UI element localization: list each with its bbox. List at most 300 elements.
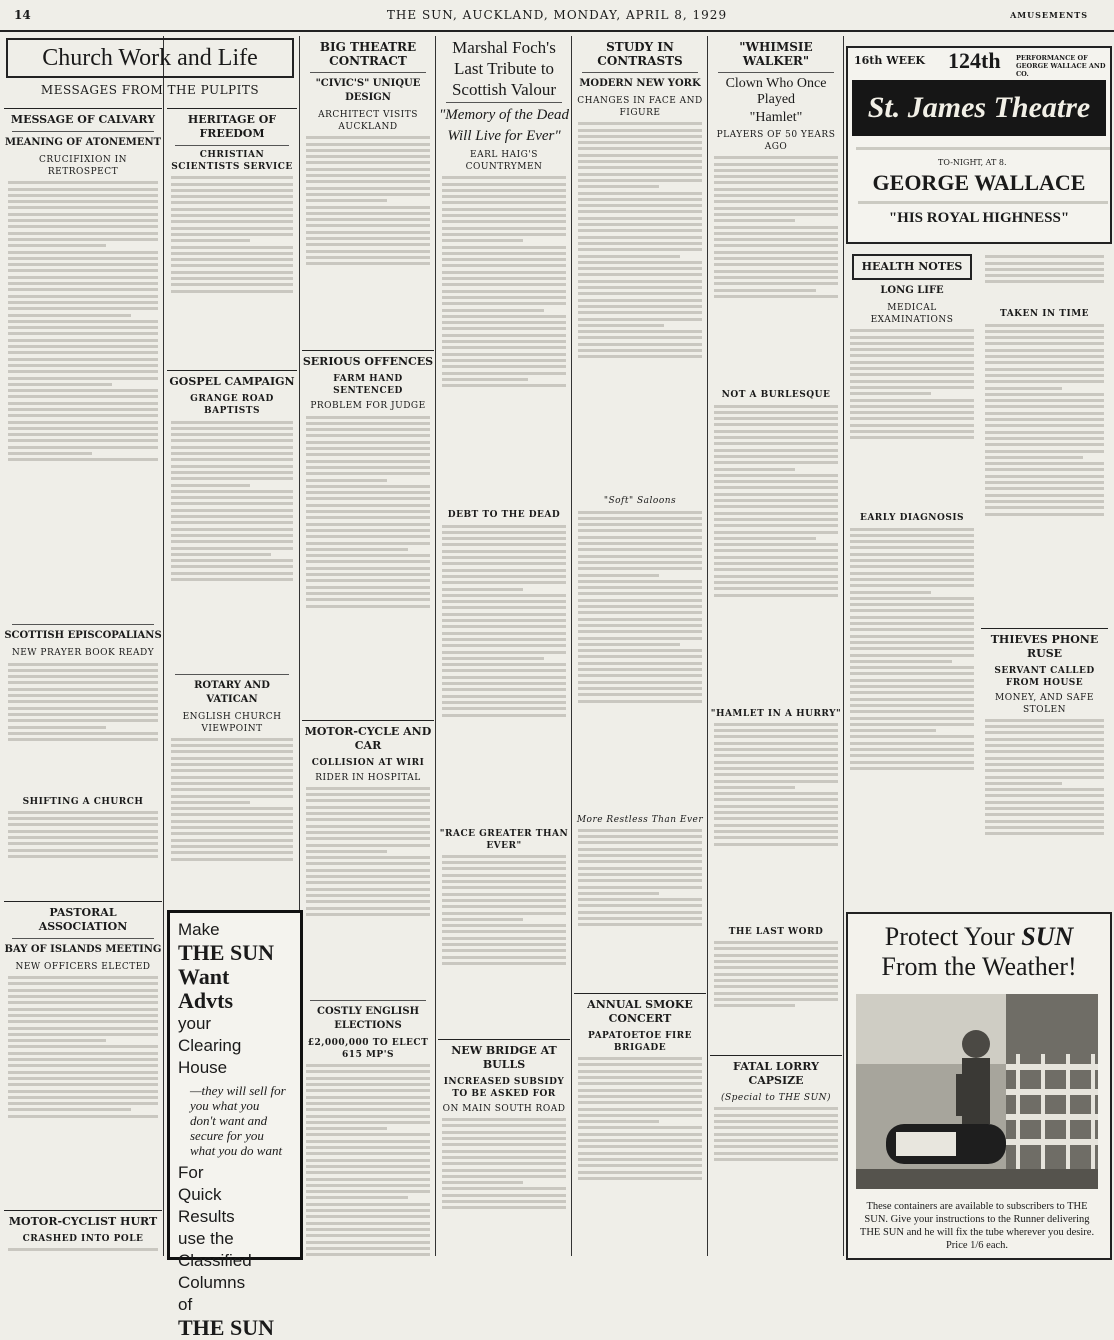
text-line: [850, 348, 974, 351]
theatre-performance: PERFORMANCE OF GEORGE WALLACE AND CO.: [1016, 54, 1106, 78]
motorcyclist-headline: MOTOR-CYCLIST HURT: [8, 1215, 158, 1229]
column-1: [4, 104, 162, 1254]
article-body: [442, 176, 566, 506]
text-line: [306, 592, 430, 595]
text-line: [306, 1178, 430, 1181]
text-line: [306, 831, 430, 834]
text-line: [850, 754, 974, 757]
text-line: [171, 477, 293, 480]
text-line: [306, 1146, 430, 1149]
text-line: [442, 378, 528, 381]
text-line: [442, 372, 566, 375]
text-line: [442, 1194, 566, 1197]
text-line: [171, 471, 293, 474]
text-line: [850, 691, 974, 694]
text-line: [8, 213, 158, 216]
last-word-subheading: THE LAST WORD: [728, 926, 824, 937]
text-line: [442, 1143, 566, 1146]
text-line: [8, 225, 158, 228]
text-line: [850, 647, 974, 650]
text-line: [8, 364, 158, 367]
text-line: [442, 701, 566, 704]
text-line: [171, 750, 293, 753]
text-line: [171, 744, 293, 747]
text-line: [442, 227, 566, 230]
text-line: [442, 669, 566, 672]
text-line: [714, 811, 838, 814]
text-line: [442, 663, 566, 666]
text-line: [850, 565, 974, 568]
text-line: [442, 1206, 566, 1209]
text-line: [442, 861, 566, 864]
text-line: [306, 535, 430, 538]
calvary-subheading: MEANING OF ATONEMENT: [4, 137, 162, 148]
text-line: [171, 845, 293, 848]
text-line: [985, 807, 1104, 810]
column-7a: [846, 252, 978, 907]
text-line: [985, 456, 1083, 459]
text-line: [578, 1057, 702, 1060]
text-line: [171, 452, 293, 455]
text-line: [850, 354, 974, 357]
ad-line: you what you: [190, 1098, 260, 1113]
text-line: [171, 738, 293, 741]
text-line: [578, 236, 702, 239]
text-line: [306, 799, 430, 802]
text-line: [306, 206, 430, 209]
text-line: [985, 500, 1104, 503]
text-line: [306, 504, 430, 507]
text-line: [985, 418, 1104, 421]
text-line: [714, 524, 838, 527]
text-line: [306, 1215, 430, 1218]
text-line: [442, 359, 566, 362]
text-line: [985, 506, 1104, 509]
text-line: [306, 491, 430, 494]
elections-headline: COSTLY ENGLISH ELECTIONS: [316, 1005, 420, 1031]
text-line: [442, 233, 566, 236]
text-line: [442, 1156, 566, 1159]
text-line: [578, 599, 702, 602]
text-line: [442, 867, 566, 870]
text-line: [8, 414, 158, 417]
text-line: [8, 458, 158, 461]
text-line: [850, 660, 952, 663]
text-line: [171, 427, 293, 430]
text-line: [714, 998, 838, 1001]
text-line: [714, 549, 838, 552]
text-line: [171, 233, 293, 236]
text-line: [306, 1184, 430, 1187]
text-line: [8, 307, 158, 310]
text-line: [8, 200, 158, 203]
text-line: [8, 332, 158, 335]
text-line: [8, 301, 158, 304]
text-line: [850, 666, 974, 669]
text-line: [306, 466, 430, 469]
text-line: [442, 707, 566, 710]
text-line: [578, 630, 702, 633]
text-line: [8, 700, 158, 703]
text-line: [442, 905, 566, 908]
text-line: [578, 305, 702, 308]
text-line: [306, 485, 430, 488]
text-line: [578, 841, 702, 844]
text-line: [171, 283, 293, 286]
ad-line: Clearing: [178, 1036, 242, 1055]
text-line: [578, 1101, 702, 1104]
text-line: [306, 542, 430, 545]
text-line: [578, 273, 702, 276]
text-line: [306, 1089, 430, 1092]
ad-line: For: [178, 1163, 204, 1182]
photo-tube-container: [856, 994, 1098, 1189]
text-line: [578, 517, 702, 520]
text-line: [442, 176, 566, 179]
text-line: [985, 719, 1104, 722]
text-line: [442, 1187, 566, 1190]
text-line: [714, 985, 838, 988]
text-line: [714, 226, 838, 229]
text-line: [578, 835, 702, 838]
text-line: [306, 479, 387, 482]
text-line: [578, 618, 702, 621]
theatre-contract-subheading-2: ARCHITECT VISITS AUCKLAND: [318, 110, 418, 132]
text-line: [578, 1133, 702, 1136]
episcopalians-subheading: NEW PRAYER BOOK READY: [11, 648, 155, 659]
text-line: [714, 562, 838, 565]
text-line: [850, 704, 974, 707]
text-line: [8, 836, 158, 839]
serious-offences-subheading: FARM HAND SENTENCED: [333, 374, 403, 397]
text-line: [306, 869, 430, 872]
text-line: [8, 830, 158, 833]
text-line: [442, 327, 566, 330]
text-line: [714, 480, 838, 483]
column-rule: [435, 36, 436, 1256]
text-line: [171, 553, 271, 556]
text-line: [985, 757, 1104, 760]
text-line: [985, 744, 1104, 747]
theatre-notes: [856, 144, 1110, 154]
text-line: [442, 606, 566, 609]
text-line: [171, 496, 293, 499]
study-headline: STUDY IN CONTRASTS: [597, 40, 683, 68]
advert-headline-1: [848, 922, 1110, 952]
text-line: [850, 679, 974, 682]
text-line: [714, 181, 838, 184]
text-line: [306, 168, 430, 171]
text-line: [442, 581, 566, 584]
text-line: [850, 616, 974, 619]
text-line: [578, 1095, 702, 1098]
article-body: [171, 738, 293, 904]
text-line: [714, 175, 838, 178]
soft-saloons-subheading: "Soft" Saloons: [603, 496, 677, 507]
text-line: [578, 1171, 702, 1174]
text-line: [8, 370, 158, 373]
thieves-subheading: SERVANT CALLED FROM HOUSE: [994, 665, 1095, 688]
text-line: [578, 210, 702, 213]
text-line: [985, 380, 1104, 383]
text-line: [850, 591, 931, 594]
text-line: [850, 405, 974, 408]
text-line: [578, 1120, 659, 1123]
text-line: [714, 581, 838, 584]
column-5: [574, 36, 706, 1256]
text-line: [171, 246, 293, 249]
foch-subheading: EARL HAIG'S COUNTRYMEN: [465, 150, 543, 172]
text-line: [714, 1107, 838, 1110]
text-line: [171, 559, 293, 562]
text-line: [306, 1108, 430, 1111]
text-line: [578, 1082, 702, 1085]
text-line: [578, 1126, 702, 1129]
text-line: [306, 806, 430, 809]
article-body: [985, 324, 1104, 624]
text-line: [8, 719, 158, 722]
text-line: [171, 277, 293, 280]
text-line: [985, 374, 1104, 377]
text-line: [8, 982, 158, 985]
text-line: [578, 879, 702, 882]
text-line: [850, 399, 974, 402]
text-line: [714, 966, 838, 969]
text-line: [850, 761, 974, 764]
text-line: [714, 817, 838, 820]
text-line: [858, 201, 1108, 204]
text-line: [714, 505, 838, 508]
text-line: [171, 201, 293, 204]
text-line: [442, 855, 566, 858]
text-line: [578, 185, 659, 188]
ad-line: Quick: [178, 1185, 222, 1204]
text-line: [578, 873, 702, 876]
text-line: [578, 286, 702, 289]
theatre-tonight: TO-NIGHT, AT 8.: [938, 158, 1007, 167]
text-line: [442, 962, 566, 965]
text-line: [714, 270, 838, 273]
article-body: [985, 255, 1104, 305]
text-line: [306, 1196, 408, 1199]
text-line: [850, 578, 974, 581]
text-line: [442, 321, 566, 324]
text-line: [850, 424, 974, 427]
text-line: [306, 856, 430, 859]
text-line: [850, 380, 974, 383]
freedom-headline: HERITAGE OF FREEDOM: [187, 113, 277, 140]
text-line: [578, 217, 702, 220]
text-line: [714, 798, 838, 801]
text-line: [578, 637, 702, 640]
text-line: [171, 832, 293, 835]
text-line: [306, 136, 430, 139]
text-line: [171, 183, 293, 186]
text-line: [578, 1070, 702, 1073]
text-line: [442, 638, 566, 641]
text-line: [578, 311, 702, 314]
text-line: [442, 271, 566, 274]
text-line: [306, 218, 430, 221]
text-line: [714, 575, 838, 578]
text-line: [8, 351, 158, 354]
text-line: [714, 748, 838, 751]
study-subheading: MODERN NEW YORK: [579, 78, 701, 89]
text-line: [714, 1139, 838, 1142]
text-line: [985, 443, 1104, 446]
text-line: [578, 223, 702, 226]
text-line: [850, 417, 974, 420]
text-line: [850, 717, 974, 720]
text-line: [850, 329, 974, 332]
text-line: [306, 256, 430, 259]
text-line: [8, 263, 158, 266]
text-line: [306, 1241, 430, 1244]
text-line: [850, 386, 974, 389]
text-line: [8, 738, 158, 741]
text-line: [985, 468, 1104, 471]
theatre-contract-headline: BIG THEATRE CONTRACT: [319, 40, 417, 68]
text-line: [171, 528, 293, 531]
calvary-headline: MESSAGE OF CALVARY: [10, 113, 156, 126]
text-line: [306, 894, 430, 897]
gospel-headline: GOSPEL CAMPAIGN: [169, 375, 295, 389]
text-line: [8, 811, 158, 814]
text-line: [8, 1058, 158, 1061]
text-line: [442, 1169, 566, 1172]
text-line: [442, 220, 566, 223]
text-line: [578, 904, 702, 907]
study-subheading-2: CHANGES IN FACE AND FIGURE: [577, 96, 703, 118]
text-line: [850, 735, 974, 738]
text-line: [171, 214, 293, 217]
column-6: [710, 36, 842, 1256]
text-line: [442, 309, 544, 312]
text-line: [171, 826, 293, 829]
text-line: [171, 769, 293, 772]
text-line: [171, 795, 293, 798]
text-line: [8, 1108, 131, 1111]
text-line: [8, 219, 158, 222]
text-line: [985, 342, 1104, 345]
text-line: [306, 250, 430, 253]
text-line: [714, 1158, 838, 1161]
text-line: [442, 365, 566, 368]
text-line: [578, 1139, 702, 1142]
text-line: [578, 580, 702, 583]
page-number: 14: [14, 8, 31, 22]
text-line: [442, 949, 566, 952]
text-line: [850, 767, 974, 770]
church-title: Church Work and Life: [42, 45, 258, 71]
text-line: [171, 446, 293, 449]
text-line: [985, 361, 1104, 364]
text-line: [442, 1137, 566, 1140]
text-line: [306, 497, 430, 500]
text-line: [985, 494, 1104, 497]
weather-tube-advert: [846, 912, 1112, 1260]
text-line: [442, 340, 566, 343]
text-line: [714, 200, 838, 203]
text-line: [442, 214, 566, 217]
text-line: [306, 453, 430, 456]
text-line: [306, 416, 430, 419]
article-body: [8, 181, 158, 621]
health-subheading: LONG LIFE: [880, 285, 944, 296]
text-line: [850, 572, 974, 575]
text-line: [171, 484, 250, 487]
text-line: [985, 763, 1104, 766]
text-line: [171, 839, 293, 842]
text-line: [714, 518, 838, 521]
text-line: [306, 1171, 430, 1174]
text-line: [714, 512, 838, 515]
text-line: [306, 1152, 430, 1155]
text-line: [578, 649, 702, 652]
text-line: [578, 248, 702, 251]
text-line: [985, 513, 1104, 516]
text-line: [306, 586, 430, 589]
text-line: [442, 302, 566, 305]
text-line: [306, 907, 430, 910]
text-line: [714, 430, 838, 433]
text-line: [578, 567, 702, 570]
text-line: [306, 1127, 387, 1130]
text-line: [306, 193, 430, 196]
theatre-star: GEORGE WALLACE: [872, 170, 1086, 195]
text-line: [442, 956, 566, 959]
text-line: [442, 688, 566, 691]
text-line: [171, 227, 293, 230]
advert-headline-2: From the Weather!: [881, 952, 1077, 981]
text-line: [171, 465, 293, 468]
text-line: [306, 422, 430, 425]
text-line: [8, 383, 112, 386]
text-line: [8, 295, 158, 298]
text-line: [442, 353, 566, 356]
text-line: [985, 431, 1104, 434]
column-4: [438, 36, 570, 1256]
text-line: [985, 820, 1104, 823]
elections-subheading: £2,000,000 TO ELECT 615 MP'S: [307, 1037, 429, 1060]
ad-line: House: [178, 1058, 228, 1077]
text-line: [442, 208, 566, 211]
article-body: [850, 329, 974, 509]
theatre-name: St. James Theatre: [852, 80, 1106, 136]
text-line: [578, 886, 702, 889]
text-line: [714, 1120, 838, 1123]
text-line: [578, 261, 702, 264]
text-line: [714, 587, 838, 590]
text-line: [985, 788, 1104, 791]
text-line: [442, 346, 566, 349]
text-line: [578, 668, 702, 671]
text-line: [306, 1077, 430, 1080]
text-line: [171, 195, 293, 198]
text-line: [306, 1190, 430, 1193]
text-line: [442, 600, 566, 603]
text-line: [442, 886, 566, 889]
text-line: [714, 156, 838, 159]
text-line: [306, 149, 430, 152]
text-line: [442, 543, 566, 546]
text-line: [850, 584, 974, 587]
text-line: [578, 166, 702, 169]
text-line: [578, 511, 702, 514]
text-line: [171, 547, 293, 550]
text-line: [442, 874, 566, 877]
text-line: [306, 1247, 430, 1250]
